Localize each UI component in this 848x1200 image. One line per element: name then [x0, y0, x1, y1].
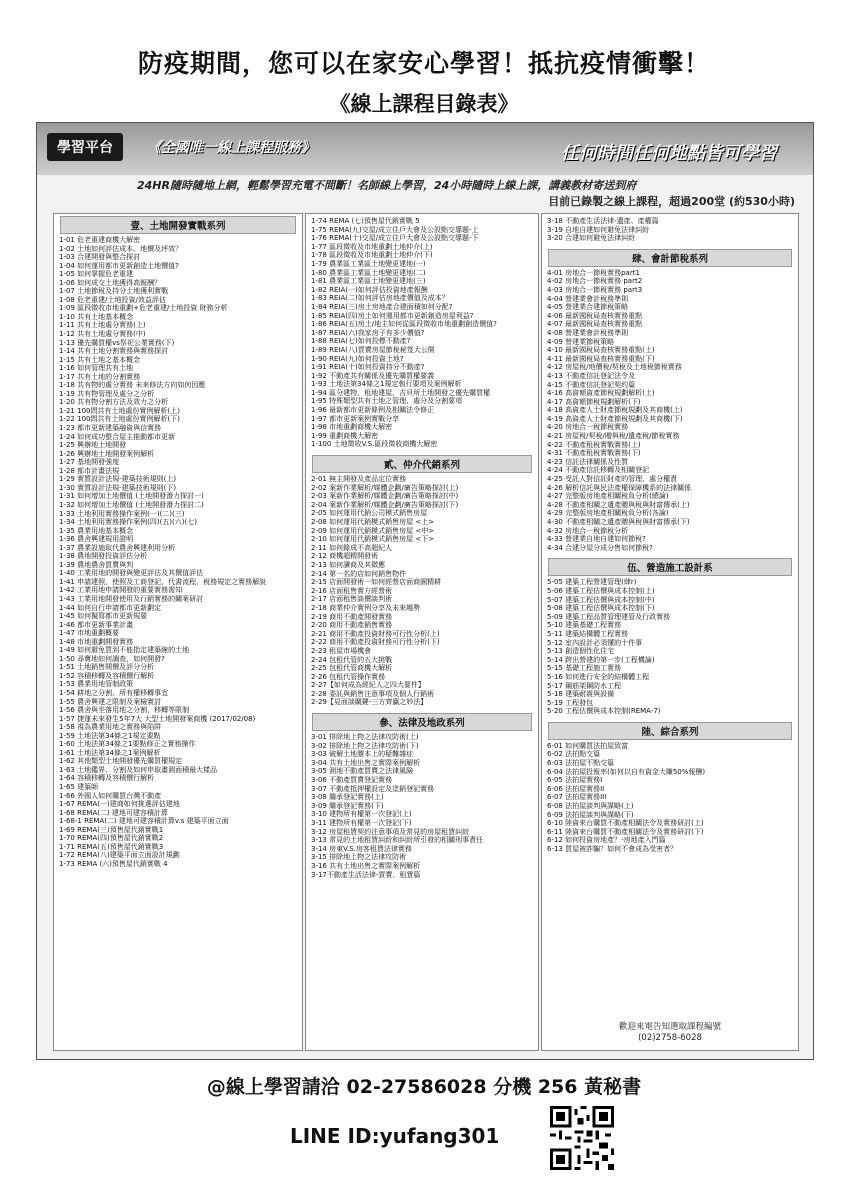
course-item: 2-17 店面租售談價談判術	[311, 595, 393, 604]
course-item: 1-81 農業區工業區土地變更建地(三)	[311, 277, 426, 286]
course-item: 1-85 REIA(四)房土如何運用都市更新創造房屋利益?	[311, 311, 474, 320]
course-item: 6-12 如何投資房地產？-房地產入門篇	[547, 836, 666, 845]
course-item: 4-26 解析信託與民法產權保障機系的法律關係	[547, 483, 692, 492]
course-item: 1-74 REMA (七)預售屋代銷實戰 5	[311, 217, 420, 225]
course-item: 2-13 如何讀商及其微應	[311, 560, 386, 569]
course-item: 4-09 營建業節稅策略	[547, 337, 615, 346]
course-item: 4-24 不動產信託移轉及相關登記	[547, 466, 650, 475]
course-item: 1-31 如何增加土地價值 (土地開發潛力探討一)	[59, 492, 204, 501]
course-item: 4-01 房地合一節稅實務part1	[547, 268, 640, 277]
course-item: 1-84 REIA(三)房土房地產合建面積如何分配?	[311, 302, 453, 311]
course-item: 1-78 區段徵收及市地重劃土地仲介(下)	[311, 251, 433, 260]
course-item: 1-97 都市更新案例實戰分享	[311, 414, 400, 423]
course-item: 2-10 如何運用代銷模式銷售房屋 <下>	[311, 535, 435, 544]
course-item: 1-33 土地利用實務操作案例(一)(二)(三)	[59, 509, 185, 518]
footer-contact: @線上學習請洽 02-27586028 分機 256 黃秘書	[206, 1076, 642, 1098]
course-item: 2-21 商用不動產投資財務可行性分析(上)	[311, 629, 440, 638]
course-item: 2-29【見面談關鍵-三方齊贏之妙法】	[311, 698, 428, 707]
course-item: 2-11 如何錄成不高超紀人	[311, 543, 393, 552]
course-item: 1-24 如何成功整合屋主推動都市更新	[59, 432, 176, 441]
course-item: 6-03 法拍屋不點交篇	[547, 759, 615, 768]
course-item: 1-75 REMA(九)交屋/成立住戶大會及公設點交導題-上	[311, 225, 479, 234]
course-item: 2-20 商用不動產銷售實務	[311, 621, 393, 630]
course-item: 3-06 不動產買賣登記實務	[311, 776, 393, 785]
section-title: 陸、綜合系列	[548, 722, 792, 740]
course-item: 1-18 共有物的處分實務 未來修法方向如何因應	[59, 381, 206, 390]
line-id: LINE ID:yufang301	[290, 1124, 500, 1148]
course-item: 6-01 如何購買法拍屋致富	[547, 741, 629, 750]
course-item: 1-07 土地節稅及持分土地獲利實戰	[59, 287, 169, 296]
course-item: 1-51 土地銷售開價及評分分析	[59, 663, 155, 672]
course-item: 4-08 營建業會計稅務準則	[547, 328, 629, 337]
course-item: 1-70 REMA(四)預售屋代銷實戰2	[59, 834, 164, 843]
course-item: 2-02 案新作業解析/媒體企劃/廣告策略探討(上)	[311, 483, 459, 492]
slogan: 任何時間任何地點皆可學習	[561, 143, 777, 164]
course-item: 4-25 受託人對信託財產的管理、處分權責	[547, 475, 678, 484]
course-item: 4-22 不動產租稅實戰實務(上)	[547, 440, 641, 449]
course-item: 4-03 房地合一節稅實務 part3	[547, 285, 643, 294]
section-law-land-admin	[306, 713, 538, 879]
course-item: 2-22 商用不動產投資財務可行性分析(下)	[311, 638, 440, 647]
course-item: 3-09 繼承登記實務(下)	[311, 801, 384, 810]
course-item: 4-29 完整版房地產相關稅負分析(各論)	[547, 509, 669, 518]
course-item: 1-47 市地重劃概要	[59, 629, 120, 638]
course-item: 2-27【如何成為經紀人之四大要件】	[311, 681, 425, 690]
course-item: 1-73 REMA (六)預售屋代銷實戰 4	[59, 859, 168, 868]
course-item: 2-28 委託與銷售注意事項及個人行銷術	[311, 689, 435, 698]
course-item: 3-18 不動產生活法律-遺產、產權篇	[547, 217, 659, 225]
course-item: 1-03 合建開發與整合探討	[59, 253, 141, 262]
section-accounting-tax	[542, 249, 798, 553]
course-item: 3-03 破解土地謄本上的疑難雜症	[311, 750, 414, 759]
course-item: 1-71 REMA(五)預售屋代銷實戰3	[59, 842, 164, 851]
course-item: 2-14 第一名的店如何銷售物件	[311, 569, 407, 578]
course-item: 1-96 最新都市更新條例及相關法令修正	[311, 406, 435, 415]
course-item: 4-04 營建業會計稅務準則	[547, 294, 629, 303]
platform-badge: 學習平台	[47, 133, 123, 161]
course-item: 1-87 REIA(六)我家房子有多少價值?	[311, 328, 425, 337]
course-item: 1-44 如何自行申請都市更新劃定	[59, 603, 162, 612]
course-item: 3-12 房屋租賃契約注意事項及常見的房屋租賃糾紛	[311, 827, 470, 836]
course-item: 1-98 市地重劃商機大解密	[311, 423, 393, 432]
course-item: 2-24 包租代管的五大挑戰	[311, 655, 393, 664]
course-item: 1-11 共有土地處分實務(上)	[59, 321, 146, 330]
course-item: 5-06 建築工程估價與成本控制(上)	[547, 586, 655, 595]
course-item: 5-20 工程估價與成本控制(REMA-7)	[547, 707, 661, 716]
course-item: 2-18 商業仲介實例分享及未來趨勢	[311, 603, 421, 612]
course-item: 1-26 興辦地土地開發案例解析	[59, 449, 155, 458]
course-item: 1-23 都市更新建築融資與信實務	[59, 424, 162, 433]
course-item: 1-42 工業用地申請開發的重要實務需知	[59, 586, 183, 595]
course-item: 1-41 申請建照，使照及工商登記，代書流程，稅務規定之實務解說	[59, 577, 267, 586]
course-item: 1-39 農地農舍買賣與判	[59, 560, 134, 569]
intro-text: 24HR隨時隨地上網，輕鬆學習充電不間斷！名師線上學習，24小時隨時上線上課，講義教材寄送到府	[137, 179, 637, 192]
course-item: 2-05 如何運用代銷公司模式銷售房屋	[311, 509, 428, 518]
course-item: 1-06 如何成交土地獲得高報酬？	[59, 278, 162, 287]
course-item: 1-94 區分建物、租地建屋、吉貝所土地開發之優先購買權	[311, 388, 491, 397]
course-item: 3-01 排除地上物之法律攻防術(上)	[311, 733, 419, 742]
course-item: 1-95 特殊類型共有土地之管理、處分及分割要項	[311, 397, 463, 406]
course-item: 4-23 信託法律關係及性質	[547, 457, 629, 466]
course-item: 4-05 營建業合建節稅策略	[547, 303, 629, 312]
course-item: 4-30 不動產相關之遺產贈與稅與財富傳承(下)	[547, 518, 690, 526]
course-item: 6-09 法拍屋談判與謀略(下)	[547, 810, 634, 819]
course-item: 1-21 100問共有土地處份實例解析(上)	[59, 406, 180, 415]
course-item: 1-01 危老重建商機大解密	[59, 236, 141, 244]
course-item: 2-16 店面租售實方經營術	[311, 586, 393, 595]
course-item: 5-17 鋼筋架鋼防水工程	[547, 681, 622, 690]
course-item: 1-50 尋寶地如何調查，如何開發?	[59, 654, 165, 663]
course-item: 1-72 REMA(八)建築平面立面設計規劃	[59, 851, 180, 860]
course-flyer	[36, 122, 814, 1060]
course-item: 3-16 共有土地出售之實際案例解析	[311, 861, 421, 870]
course-item: 1-68 REMA(二) 建地可建容積計算	[59, 808, 168, 817]
course-item: 2-25 包租代管商機大解析	[311, 664, 393, 673]
course-count: 目前已錄製之線上課程，超過200堂 (約530小時)	[548, 195, 795, 208]
course-item: 1-93 土地法第34條之1規定執行要項及案例解析	[311, 380, 462, 389]
course-item: 1-68-1 REMA(二) 建地可建容積計算v.s 建築平面立面	[59, 817, 229, 826]
course-item: 1-43 工業用地開發使用及行銷實務的關案研討	[59, 594, 204, 603]
course-item: 4-21 房屋稅/契稅/贈與稅/遺產稅/節稅實務	[547, 432, 680, 441]
course-item: 4-31 不動產租稅實戰實務(下)	[547, 449, 641, 458]
course-item: 1-28 都市計畫法規	[59, 466, 120, 475]
course-item: 5-05 建築工程營建管理(肆r)	[547, 578, 637, 587]
course-item: 5-15 基礎工程施工實務	[547, 664, 622, 673]
course-item: 4-07 最新國稅局查核實務重點	[547, 320, 643, 329]
course-item: 1-15 共有土地之基本概念	[59, 355, 141, 364]
course-item: 1-59 土地法第34條之1規定要點	[59, 731, 161, 740]
course-item: 6-13 買屋被詐騙？如何不會成為受害者？	[547, 845, 678, 853]
course-item: 6-10 陸資來台購買不動產相關法令及實務研討(上)	[547, 819, 704, 828]
course-item: 1-30 實質設計法規-建築技術規則(下)	[59, 483, 177, 492]
course-item: 1-99 重劃商機大解密	[311, 431, 379, 440]
course-item: 3-15 排除地上物之法律攻防術	[311, 853, 407, 862]
course-item: 1-13 優先購買權vs祭祀公業實務(下)	[59, 338, 175, 347]
course-item: 4-10 最新國稅局查核實務重點(上)	[547, 346, 655, 355]
course-item: 1-54 耕地之分割、所有權移轉事宜	[59, 688, 169, 697]
course-item: 1-100 土地徵收V.S.區段徵收商機大解密	[311, 440, 438, 449]
course-item: 4-17 高資額節稅規劃解析(下)	[547, 397, 641, 406]
course-item: 3-17不動產生活法律-買賣、租賃篇	[311, 870, 421, 879]
course-item: 1-61 土地法第34條之1案例解析	[59, 748, 161, 757]
course-item: 4-34 合建分屋分成分售如何節稅?	[547, 543, 653, 552]
banner	[37, 123, 813, 175]
course-item: 1-91 REIA(十)如何投資持分不動產?	[311, 363, 425, 372]
course-item: 4-11 最新國稅局查核實務重點(下)	[547, 354, 655, 363]
course-item: 3-08 繼承登記實務(上)	[311, 793, 384, 802]
course-item: 3-19 自地自建如何避免法律糾紛	[547, 225, 650, 234]
course-item: 1-36 農舍興建規用證明	[59, 535, 134, 544]
course-item: 1-35 農業用地基本概念	[59, 526, 134, 535]
course-item: 1-90 REIA(九)如何投資土地?	[311, 354, 404, 363]
course-item: 5-14 跨出營建的第一步(工程機論)	[547, 655, 655, 664]
course-item: 2-03 案新作業解析/媒體企劃/廣告策略探討(中)	[311, 492, 459, 501]
course-item: 1-48 市地重劃開發實務	[59, 637, 134, 646]
course-item: 1-53 農業用地管制政策	[59, 680, 134, 689]
course-item: 1-40 工業用地的開發與變更評估及其價值評估	[59, 569, 204, 578]
course-item: 5-13 創造個性化住宅	[547, 647, 615, 656]
course-item: 1-65 建築師	[59, 783, 99, 791]
course-item: 6-08 法拍屋談判與謀略(上)	[547, 802, 634, 811]
course-item: 2-04 案新作業解析/媒體企劃/廣告策略探討(下)	[311, 500, 459, 509]
course-item: 1-20 共有物分割方法及效力之分析	[59, 398, 169, 407]
course-item: 1-02 土地如何評估成本、地價及坪效？	[59, 244, 183, 253]
course-item: 3-02 排除地上物之法律攻防術(下)	[311, 741, 419, 750]
course-item: 1-82 REIA(一)如何評估投資地產報酬	[311, 285, 428, 294]
course-item: 1-27 基地開發強度	[59, 458, 120, 467]
course-item: 1-04 如何運用都市更新創造土地價值?	[59, 261, 179, 270]
course-item: 1-19 共有物管理及處分之分析	[59, 389, 155, 398]
course-item: 1-62 其他類型土地開發優先購買權規定	[59, 757, 183, 766]
course-item: 1-52 容積移轉及容積價行解析	[59, 671, 155, 680]
course-item: 1-69 REMA(三)預售屋代銷實戰1	[59, 825, 164, 834]
course-item: 1-14 共有土地分割實務與實務探討	[59, 347, 169, 356]
course-item: 1-80 農業區工業區土地變更建地(二)	[311, 268, 426, 277]
course-item: 4-16 高資額資產節稅規劃解析(上)	[547, 389, 655, 398]
course-item: 5-18 建築耐震與設備	[547, 690, 615, 699]
section-title: 參、法律及地政系列	[312, 713, 532, 731]
course-item: 1-83 REIA(二)如何評估房地產價值及成本？	[311, 294, 449, 303]
column-3	[541, 213, 799, 1051]
course-item: 4-02 房地合一節稅實務 part2	[547, 277, 643, 286]
contact-note-line: 歡迎來電告知選取課程編號	[618, 1022, 721, 1032]
course-item: 1-49 如何避免買到不能指定建築線的土地	[59, 646, 190, 655]
course-item: 5-11 建築結構體工程實務	[547, 629, 629, 638]
course-item: 1-63 土地鑑界、分割及如何申取畫測面積最大樣品	[59, 765, 218, 774]
course-item: 3-04 共有土地出售之實際案例解析	[311, 758, 421, 767]
course-item: 3-11 建物所有權第一次登記(下)	[311, 819, 412, 827]
course-item: 1-55 農舍興建之限制及案檢實討	[59, 697, 162, 706]
course-item: 2-01 無主開發及產品定位實務	[311, 475, 407, 484]
course-item: 2-12 商機超精開發術	[311, 552, 379, 561]
course-item: 4-19 高資產人士財產節稅規劃及其商機(下)	[547, 414, 683, 423]
course-item: 1-92 不動產共有關係及優先購買權要義	[311, 371, 435, 380]
course-item: 4-12 房屋稅/地價稅/契稅及土地稅節稅實務	[547, 363, 682, 372]
course-item: 6-07 法拍屋實務III	[547, 793, 607, 802]
course-item: 5-07 建築工程估價與成本控制(中)	[547, 595, 655, 604]
course-item: 4-27 完整版房地產相關稅負分析(總論)	[547, 492, 669, 501]
section-title: 壹、土地開發實戰系列	[60, 216, 296, 234]
course-item: 1-17 共有土地的分割實務	[59, 372, 141, 381]
column-1	[53, 213, 303, 1051]
course-item: 1-05 如何掌握危老重建	[59, 270, 134, 279]
course-item: 1-09 區段徵收市地重劃+危老重建/土地投資 財務分析	[59, 304, 228, 313]
course-item: 3-07 不動產抵押權設定及塗銷登記實務	[311, 784, 435, 793]
course-item: 1-32 如何增加土地價值 (土地開發潛力探討二)	[59, 500, 204, 509]
course-item: 4-20 房地合一稅節稅實務	[547, 423, 629, 432]
course-item: 6-04 法拍屋投報率(如何以自有資金大賺50%報酬)	[547, 767, 706, 776]
course-item: 6-05 法拍屋實務I	[547, 776, 603, 785]
section-land-development	[54, 216, 302, 868]
qr-code-icon[interactable]	[550, 1106, 614, 1170]
course-item: 1-22 100問共有土地處份實例解析(下)	[59, 415, 180, 424]
course-item: 1-46 都市更新事業計畫	[59, 620, 134, 629]
course-item: 1-89 REIA(八)買賣房屋節稅秘笈大公開	[311, 345, 435, 354]
course-item: 4-06 最新國稅局查核實務重點	[547, 311, 643, 320]
course-item: 1-29 實質設計法規-建築技術規則(上)	[59, 475, 177, 484]
contact-note	[542, 1022, 798, 1044]
course-item: 1-12 共有土地處分實務(中)	[59, 330, 146, 339]
course-item: 1-16 如何管理共有土地	[59, 364, 134, 373]
course-item: 1-86 REIA(五)房土/地主如何從區段徵收市地重劃創造價值?	[311, 320, 497, 329]
course-item: 2-26 包租代管操作實務	[311, 672, 386, 681]
course-item: 2-23 租屋市場機會	[311, 646, 372, 655]
course-item: 2-15 店面開發術一如何經營店面商圈精耕	[311, 578, 442, 587]
course-item: 1-56 農舍與坐落用地之分割，移轉等限制	[59, 706, 190, 715]
course-item: 4-32 房地合一稅節稅分析	[547, 526, 629, 535]
course-item: 1-37 農業設施取代農舍興建利用分析	[59, 543, 176, 552]
course-item: 6-02 法拍點交篇	[547, 750, 601, 759]
course-item: 6-06 法拍屋實務II	[547, 784, 605, 793]
course-item: 1-10 共有土地基本概念	[59, 312, 134, 321]
course-item: 1-66 外國人如何購買台灣不動產	[59, 791, 162, 800]
course-item: 4-15 不動產信託登記契約篇	[547, 380, 636, 389]
course-item: 4-18 高資產人士財產節稅規劃及其商機(上)	[547, 406, 683, 415]
section-title: 貳、仲介代銷系列	[312, 455, 532, 473]
course-item: 2-09 如何運用代銷模式銷售房屋 <中>	[311, 526, 435, 535]
course-item: 5-19 工程發包	[547, 698, 594, 707]
course-item: 5-12 室內設計必須懂的十件事	[547, 638, 643, 647]
course-item: 1-25 興辦地土地開發	[59, 441, 127, 450]
course-item: 5-09 建築工程品質管理建管及行政實務	[547, 612, 671, 621]
contact-note-phone: (02)2758-6028	[638, 1033, 702, 1043]
course-item: 3-20 合建如何避免法律糾紛	[547, 234, 636, 243]
course-item: 1-38 農地開發投資評估分析	[59, 552, 148, 561]
subtitle: 《線上課程目錄表》	[329, 91, 519, 116]
course-item: 1-45 如何擬寫都市更新規要	[59, 612, 148, 621]
course-item: 5-10 建築基礎工程實務	[547, 621, 622, 630]
course-item: 1-64 容積移轉及容積價行解析	[59, 774, 155, 783]
section-general	[542, 722, 798, 854]
course-item: 1-60 土地法第34條之1要點修正之實務操作	[59, 740, 196, 749]
course-item: 2-19 商用不動產開發實務	[311, 612, 393, 621]
course-item: 3-05 測地不動產買賣之法律風險	[311, 767, 414, 776]
course-item: 1-77 區段徵收及市地重劃土地仲介(上)	[311, 242, 433, 251]
course-item: 1-58 視為農業用地之實務與陷阱	[59, 723, 162, 732]
section-construction-design	[542, 558, 798, 716]
section-title: 伍、營造施工設計系	[548, 558, 792, 576]
course-item: 1-88 REIA(七)如何投標不動產?	[311, 337, 411, 346]
course-item: 4-33 營建業自地自建如何節稅?	[547, 535, 646, 544]
course-item: 3-14 房東V.S.房客租賃法律實務	[311, 844, 412, 853]
course-item: 4-28 不動產相關之遺產贈與稅與財富傳承(上)	[547, 500, 690, 509]
course-item: 3-13 常見的土地租賃糾紛和糾紛所引發的相關刑事責任	[311, 836, 484, 845]
course-item: 1-76 REMA(十)交屋/成立住戶大會及公設點交導題-下	[311, 234, 479, 243]
course-item: 1-57 捷運未來發生5年7大 大型土地開發案商機 (2017/02/08)	[59, 714, 256, 723]
course-item: 1-79 農業區工業區土地變更建地(一)	[311, 259, 426, 268]
course-item: 1-08 危老重建/土地投資/效益評估	[59, 295, 166, 304]
course-item: 3-10 建物所有權第一次登記(上)	[311, 810, 412, 819]
course-item: 5-16 如何進行安全的結構體工程	[547, 672, 650, 681]
course-item: 6-11 陸資來台購買不動產相關法令及實務研討(下)	[547, 827, 704, 836]
course-item: 1-34 土地利用實務操作案例(四)(五)(六)(七)	[59, 518, 197, 527]
column-2	[305, 213, 539, 1051]
section-agency-sales	[306, 455, 538, 707]
course-item: 5-08 建築工程估價與成本控制(下)	[547, 604, 655, 613]
section-title: 肆、會計節稅系列	[548, 249, 792, 267]
headline: 防疫期間，您可以在家安心學習！抵抗疫情衝擊！	[137, 49, 710, 78]
course-item: 1-67 REMA(一)建商如何挑選評估建地	[59, 800, 180, 809]
platform-tagline: 《全國唯一線上課程服務》	[147, 140, 315, 156]
course-item: 4-13 不動產信託登記法令及	[547, 371, 636, 380]
course-item: 2-08 如何運用代銷模式銷售房屋 <上>	[311, 518, 435, 526]
